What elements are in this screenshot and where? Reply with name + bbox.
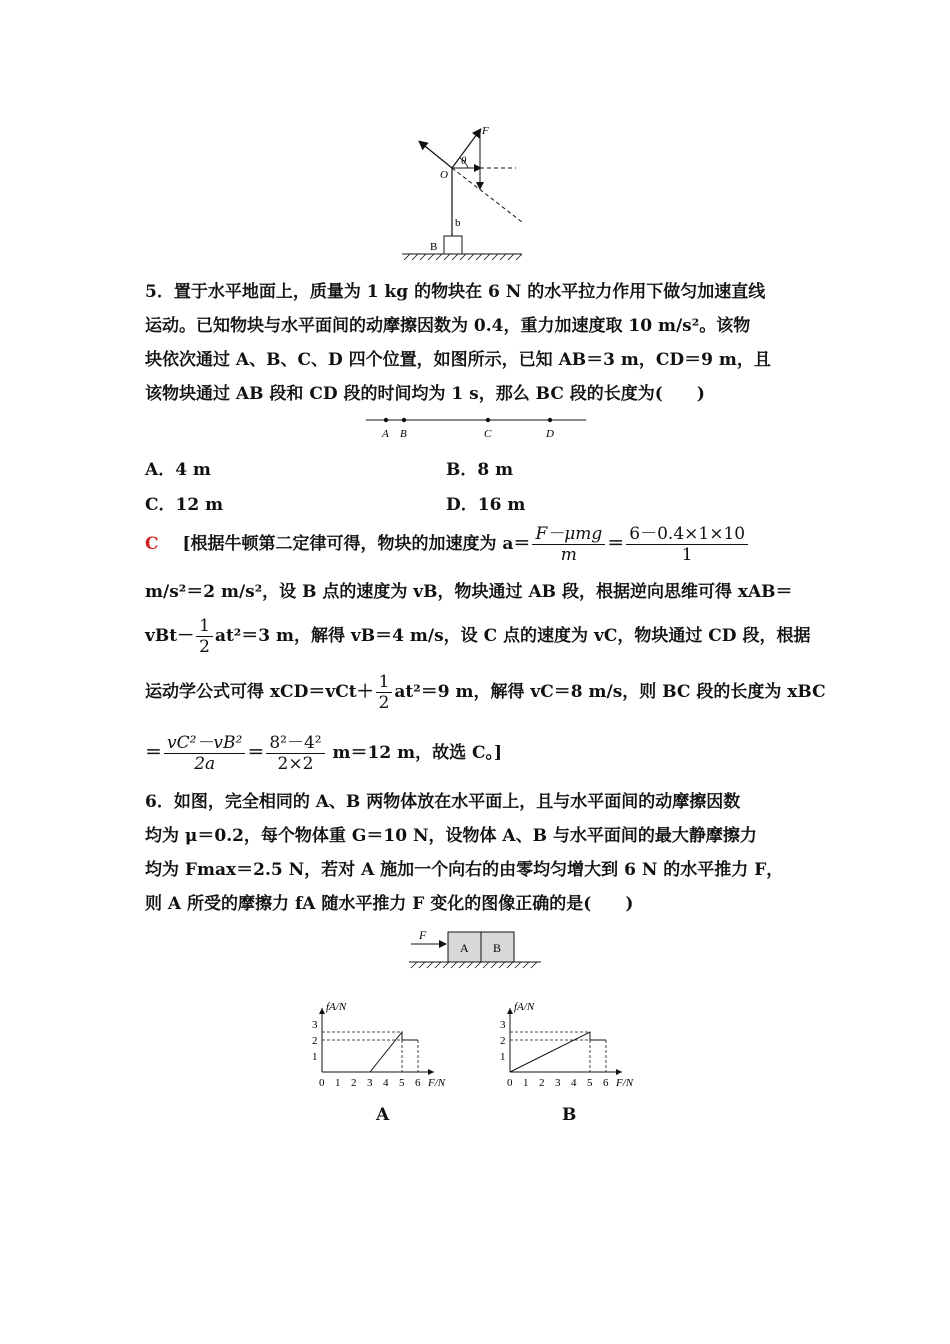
q5-option-a[interactable]: A．4 m bbox=[145, 460, 211, 480]
label-point: O bbox=[440, 169, 448, 181]
half-frac-2: $\frac{1}{2}$ bbox=[376, 672, 393, 713]
q5-points-figure bbox=[362, 410, 590, 442]
sol5-line-5: ＝ $\frac{\text{vC²－vB²}}{2a}$ ＝ $\frac{\text{8²－4²}}{2\times 2}$ m＝12 m，故选 C。] bbox=[145, 733, 503, 774]
y-tick-2: 2 bbox=[500, 1035, 506, 1047]
x-tick-0: 0 bbox=[319, 1077, 325, 1089]
label-angle: θ bbox=[461, 155, 467, 167]
graph-b-label: B bbox=[562, 1105, 577, 1125]
sol5-l1-text: [根据牛顿第二定律可得，物块的加速度为 a＝ bbox=[182, 534, 531, 554]
sol5-line-2: m/s²＝2 m/s²，设 B 点的速度为 vB，物块通过 AB 段，根据逆向思维可得 xAB＝ bbox=[145, 582, 793, 602]
point-c bbox=[486, 418, 490, 422]
x-tick-6: 6 bbox=[603, 1077, 609, 1089]
point-a bbox=[384, 418, 388, 422]
block-b bbox=[444, 236, 462, 254]
x-tick-2: 2 bbox=[351, 1077, 357, 1089]
force-arrow-left bbox=[420, 142, 452, 168]
y-tick-1: 1 bbox=[500, 1051, 506, 1063]
x-axis-label: F/N bbox=[428, 1077, 446, 1089]
x-tick-0: 0 bbox=[507, 1077, 513, 1089]
q5-line-2: 运动。已知物块与水平面间的动摩擦因数为 0.4，重力加速度取 10 m/s²。该物 bbox=[145, 316, 751, 336]
sol5-line-3: vBt－ $\frac{1}{2}$ at²＝3 m，解得 vB＝4 m/s，设 C 点的速度为 vC，物块通过 CD 段，根据 bbox=[145, 616, 811, 657]
label-b: B bbox=[400, 428, 407, 440]
sol5-frac-3: $\frac{\text{vC²－vB²}}{2a}$ bbox=[164, 733, 245, 774]
x-tick-3: 3 bbox=[555, 1077, 561, 1089]
x-axis-arrow bbox=[428, 1069, 434, 1075]
x-tick-5: 5 bbox=[399, 1077, 405, 1089]
sol5-line-1: C [根据牛顿第二定律可得，物块的加速度为 a＝ $\frac{\text{F－μmg}}{m}$ ＝ $\frac{6-0.4\times 1\times 10}{1}$ bbox=[145, 522, 750, 566]
x-tick-4: 4 bbox=[571, 1077, 577, 1089]
x-tick-1: 1 bbox=[523, 1077, 529, 1089]
y-axis-arrow bbox=[507, 1008, 513, 1014]
y-tick-2: 2 bbox=[312, 1035, 318, 1047]
x-tick-4: 4 bbox=[383, 1077, 389, 1089]
force-diagram bbox=[398, 122, 538, 264]
point-b bbox=[402, 418, 406, 422]
sol5-line-4: 运动学公式可得 xCD＝vCt＋ $\frac{1}{2}$ at²＝9 m，解得 vC＝8 m/s，则 BC 段的长度为 xBC bbox=[145, 672, 826, 713]
y-tick-3: 3 bbox=[500, 1019, 506, 1031]
diagonal-dashed bbox=[452, 168, 522, 222]
label-rope: b bbox=[455, 217, 461, 229]
y-axis-label: fA/N bbox=[326, 1001, 347, 1013]
sol5-frac-2: $\frac{6-0.4\times 1\times 10}{1}$ bbox=[626, 524, 748, 565]
label-c: C bbox=[484, 428, 492, 440]
x-tick-5: 5 bbox=[587, 1077, 593, 1089]
q6-line-1: 6．如图，完全相同的 A、B 两物体放在水平面上，且与水平面间的动摩擦因数 bbox=[145, 792, 741, 812]
half-frac-1: $\frac{1}{2}$ bbox=[196, 616, 213, 657]
q6-line-3: 均为 Fmax＝2.5 N，若对 A 施加一个向右的由零均匀增大到 6 N 的水平推力 F， bbox=[145, 860, 784, 880]
graph-b bbox=[488, 982, 648, 1092]
sol5-frac-1: $\frac{\text{F－μmg}}{m}$ bbox=[532, 524, 605, 565]
graph-a bbox=[300, 982, 460, 1092]
x-tick-6: 6 bbox=[415, 1077, 421, 1089]
q6-blocks-figure bbox=[405, 926, 545, 972]
q5-option-d[interactable]: D．16 m bbox=[446, 495, 526, 515]
q6-line-4: 则 A 所受的摩擦力 fA 随水平推力 F 变化的图像正确的是( ) bbox=[145, 894, 634, 914]
ground-hatch bbox=[404, 254, 522, 260]
y-tick-3: 3 bbox=[312, 1019, 318, 1031]
series-line bbox=[510, 1032, 606, 1072]
q6-line-2: 均为 μ＝0.2，每个物体重 G＝10 N，设物体 A、B 与水平面间的最大静摩擦力 bbox=[145, 826, 757, 846]
x-tick-2: 2 bbox=[539, 1077, 545, 1089]
x-axis-arrow bbox=[616, 1069, 622, 1075]
label-block-b: B bbox=[493, 941, 502, 955]
graph-a-label: A bbox=[376, 1105, 390, 1125]
sol5-frac-4: $\frac{\text{8²－4²}}{2\times 2}$ bbox=[266, 733, 324, 774]
label-block: B bbox=[430, 241, 438, 253]
label-d: D bbox=[546, 428, 554, 440]
y-axis-arrow bbox=[319, 1008, 325, 1014]
q5-option-b[interactable]: B．8 m bbox=[446, 460, 514, 480]
q5-line-1: 5．置于水平地面上，质量为 1 kg 的物块在 6 N 的水平拉力作用下做匀加速直线 bbox=[145, 282, 766, 302]
y-axis-label: fA/N bbox=[514, 1001, 535, 1013]
q5-line-4: 该物块通过 AB 段和 CD 段的时间均为 1 s，那么 BC 段的长度为( ) bbox=[145, 384, 705, 404]
floor-hatch bbox=[411, 962, 537, 968]
q5-line-3: 块依次通过 A、B、C、D 四个位置，如图所示，已知 AB＝3 m，CD＝9 m，且 bbox=[145, 350, 771, 370]
label-force: F bbox=[482, 125, 489, 137]
series-line bbox=[370, 1032, 418, 1072]
point-d bbox=[548, 418, 552, 422]
label-a: A bbox=[382, 428, 389, 440]
x-axis-label: F/N bbox=[616, 1077, 634, 1089]
q5-option-c[interactable]: C．12 m bbox=[145, 495, 224, 515]
answer-letter: C bbox=[145, 534, 159, 554]
label-block-a: A bbox=[460, 941, 469, 955]
x-tick-3: 3 bbox=[367, 1077, 373, 1089]
label-push-force: F bbox=[419, 928, 427, 942]
y-tick-1: 1 bbox=[312, 1051, 318, 1063]
x-tick-1: 1 bbox=[335, 1077, 341, 1089]
